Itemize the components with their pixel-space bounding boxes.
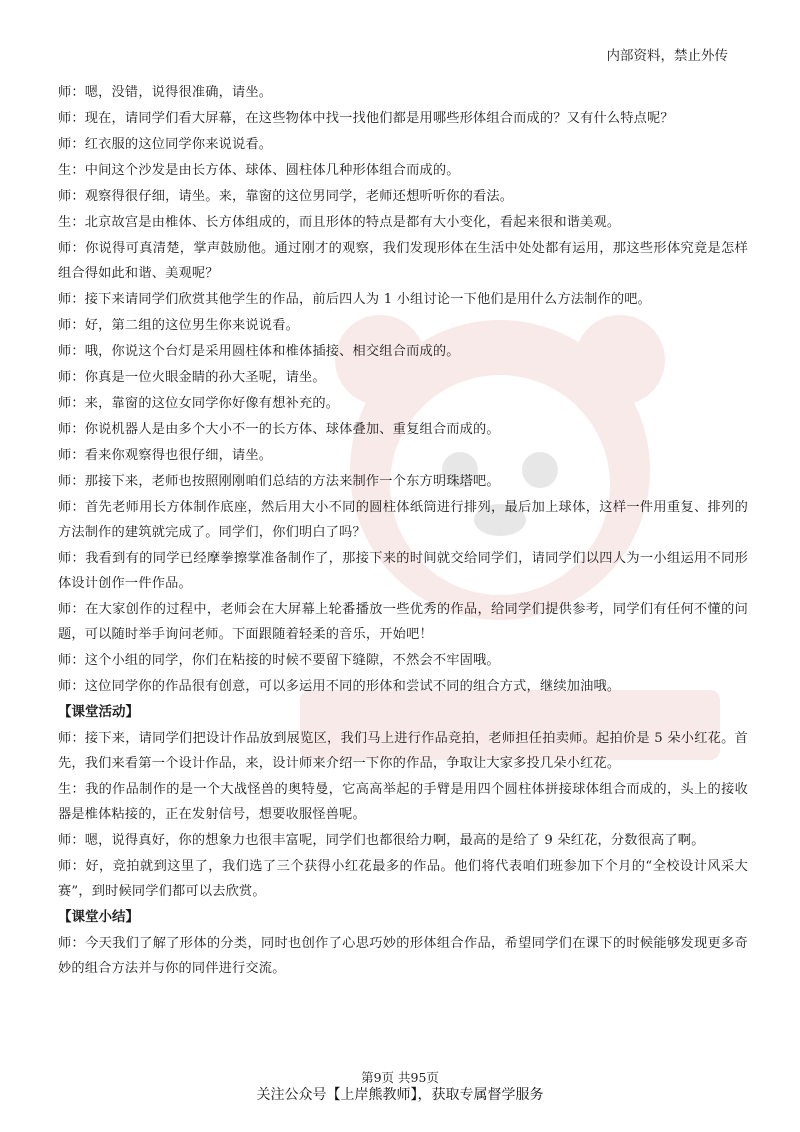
dialogue-paragraph: 师：接下来请同学们欣赏其他学生的作品，前后四人为 1 小组讨论一下他们是用什么方法制作的吧。 xyxy=(58,292,652,307)
dialogue-paragraph: 师：今天我们了解了形体的分类，同时也创作了心思巧妙的形体组合作品，希望同学们在课下的时候能够发现更多奇妙的组合方法并与你的同伴进行交流。 xyxy=(58,936,748,976)
dialogue-paragraph: 师：你说机器人是由多个大小不一的长方体、球体叠加、重复组合而成的。 xyxy=(58,422,500,437)
section-heading: 【课堂小结】 xyxy=(58,909,139,925)
dialogue-paragraph: 生：我的作品制作的是一个大战怪兽的奥特曼，它高高举起的手臂是用四个圆柱体拼接球体组合而成的，头上的接收器是椎体粘接的，正在发射信号，想要收服怪兽呢。 xyxy=(58,782,748,822)
dialogue-paragraph: 师：来，靠窗的这位女同学你好像有想补充的。 xyxy=(58,396,340,411)
dialogue-paragraph: 师：这个小组的同学，你们在粘接的时候不要留下缝隙，不然会不牢固哦。 xyxy=(58,653,500,668)
dialogue-paragraph: 师：好，竞拍就到这里了，我们选了三个获得小红花最多的作品。他们将代表咱们班参加下个月的“全校设计风采大赛”，到时候同学们都可以去欣赏。 xyxy=(58,859,748,899)
dialogue-paragraph: 师：在大家创作的过程中，老师会在大屏幕上轮番播放一些优秀的作品，给同学们提供参考，同学们有任何不懂的问题，可以随时举手询问老师。下面跟随着轻柔的音乐，开始吧！ xyxy=(58,602,748,642)
dialogue-paragraph: 师：这位同学你的作品很有创意，可以多运用不同的形体和尝试不同的组合方式，继续加油哦。 xyxy=(58,679,621,694)
promo-line: 关注公众号【上岸熊教师】，获取专属督学服务 xyxy=(256,1087,544,1103)
dialogue-paragraph: 师：看来你观察得也很仔细，请坐。 xyxy=(58,448,273,463)
dialogue-paragraph: 师：接下来，请同学们把设计作品放到展览区，我们马上进行作品竞拍，老师担任拍卖师。起拍价是 5 朵小红花。首先，我们来看第一个设计作品，来，设计师来介绍一下你的作品，争取让大家多投几朵小红花。 xyxy=(58,731,748,771)
dialogue-paragraph: 师：嗯，没错，说得很准确，请坐。 xyxy=(58,85,273,100)
section-heading: 【课堂活动】 xyxy=(58,704,139,720)
dialogue-paragraph: 师：我看到有的同学已经摩拳擦掌准备制作了，那接下来的时间就交给同学们，请同学们以四人为一小组运用不同形体设计创作一件作品。 xyxy=(58,551,748,591)
dialogue-paragraph: 师：那接下来，老师也按照刚刚咱们总结的方法来制作一个东方明珠塔吧。 xyxy=(58,474,500,489)
dialogue-paragraph: 生：北京故宫是由椎体、长方体组成的，而且形体的特点是都有大小变化，看起来很和谐美观。 xyxy=(58,215,621,230)
dialogue-paragraph: 师：哦，你说这个台灯是采用圆柱体和椎体插接、相交组合而成的。 xyxy=(58,344,460,359)
dialogue-paragraph: 师：现在，请同学们看大屏幕，在这些物体中找一找他们都是用哪些形体组合而成的？又有什么特点呢？ xyxy=(58,111,674,126)
page-number: 第9页 共95页 xyxy=(361,1070,439,1085)
dialogue-paragraph: 师：你真是一位火眼金睛的孙大圣呢，请坐。 xyxy=(58,370,326,385)
dialogue-paragraph: 师：首先老师用长方体制作底座，然后用大小不同的圆柱体纸筒进行排列，最后加上球体，这样一件用重复、排列的方法制作的建筑就完成了。同学们，你们明白了吗？ xyxy=(58,500,748,540)
dialogue-paragraph: 师：红衣服的这位同学你来说说看。 xyxy=(58,137,273,152)
confidential-note: 内部资料，禁止外传 xyxy=(606,48,728,64)
dialogue-paragraph: 师：观察得很仔细，请坐。来，靠窗的这位男同学，老师还想听听你的看法。 xyxy=(58,189,514,204)
dialogue-paragraph: 生：中间这个沙发是由长方体、球体、圆柱体几种形体组合而成的。 xyxy=(58,163,460,178)
dialogue-paragraph: 师：嗯，说得真好，你的想象力也很丰富呢，同学们也都很给力啊，最高的是给了 9 朵红花，分数很高了啊。 xyxy=(58,833,705,848)
dialogue-paragraph: 师：你说得可真清楚，掌声鼓励他。通过刚才的观察，我们发现形体在生活中处处都有运用，那这些形体究竟是怎样组合得如此和谐、美观呢？ xyxy=(58,241,748,281)
document-body xyxy=(58,80,748,982)
dialogue-paragraph: 师：好，第二组的这位男生你来说说看。 xyxy=(58,318,299,333)
